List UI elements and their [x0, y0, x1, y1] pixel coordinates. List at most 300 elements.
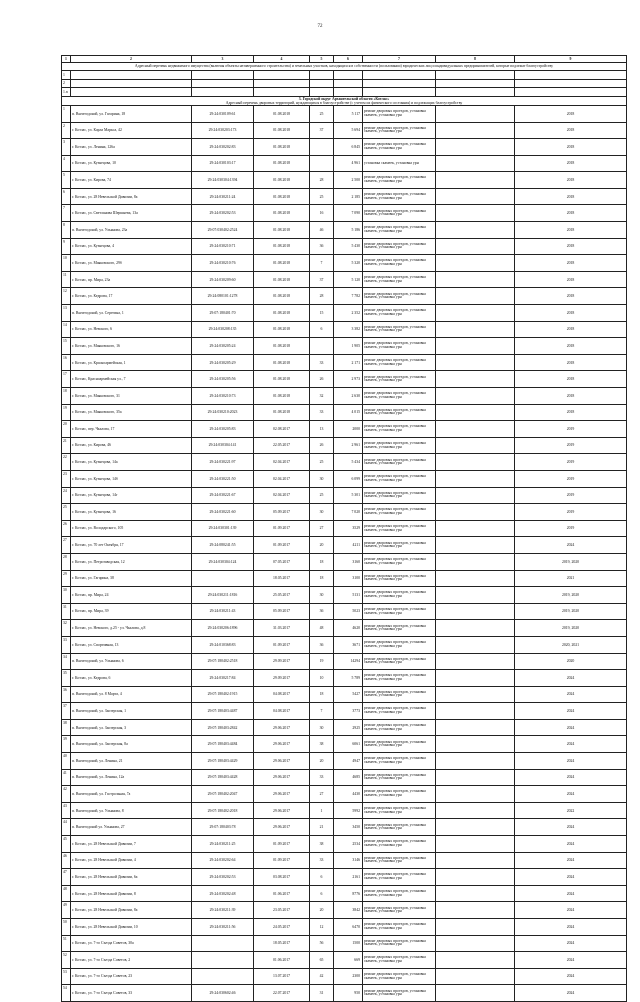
date-cell: 01.09.2017	[254, 852, 310, 869]
works-cell: ремонт дворовых проездов, установка скамеек, установка урн	[363, 105, 436, 122]
year-cell: 2018	[515, 188, 627, 205]
table-row	[62, 952, 627, 969]
count-cell: 19	[310, 653, 334, 670]
address-cell: г. Котлас, ул. 28 Невельской Дивизии, 8а	[71, 902, 192, 919]
count-cell: 38	[310, 836, 334, 853]
works-cell: ремонт дворовых проездов, установка скамеек, установка урн	[363, 736, 436, 753]
row-number: 41	[62, 769, 71, 786]
count-cell: 25	[310, 188, 334, 205]
year-cell: 2020	[515, 653, 627, 670]
date-cell: 01.08.2018	[254, 305, 310, 322]
works-cell: ремонт дворовых проездов, установка скамеек, установка урн	[363, 719, 436, 736]
table-row	[62, 470, 627, 487]
year-cell: 2018	[515, 305, 627, 322]
date-cell: 29.06.2017	[254, 753, 310, 770]
page-number: 72	[317, 24, 323, 29]
address-cell: г. Котлас, ул. Кузнецова, 16	[71, 504, 192, 521]
row-number: 15	[62, 338, 71, 355]
count-cell: 18	[310, 553, 334, 570]
works-cell: ремонт дворовых проездов, установка скамеек, установка урн	[363, 139, 436, 156]
row-number: 27	[62, 537, 71, 554]
count-cell: 32	[310, 388, 334, 405]
area-cell: 5992	[334, 802, 363, 819]
area-cell: 5 789	[334, 670, 363, 687]
cadastral-number-cell: 29:24:030205:24	[192, 338, 254, 355]
empty-cell	[436, 421, 515, 438]
year-cell: 2024	[515, 985, 627, 1002]
empty-cell	[436, 836, 515, 853]
table-row	[62, 404, 627, 421]
works-cell: ремонт дворовых проездов, установка скамеек, установка урн	[363, 205, 436, 222]
table-row	[62, 255, 627, 272]
column-number: 1	[62, 56, 71, 63]
row-number: 33	[62, 636, 71, 653]
count-cell: 7	[310, 255, 334, 272]
blank-row-number: 1	[62, 71, 71, 80]
date-cell: 01.08.2018	[254, 105, 310, 122]
date-cell: 01.08.2018	[254, 172, 310, 189]
address-cell: г. Котлас, ул. 7-го Съезда Советов, 23	[71, 968, 192, 985]
cadastral-number-cell: 29:07:180402:2018	[192, 802, 254, 819]
area-cell: 2 171	[334, 354, 363, 371]
works-cell: ремонт дворовых проездов, установка скамеек, установка урн	[363, 255, 436, 272]
table-row	[62, 321, 627, 338]
works-cell: ремонт дворовых проездов, установка скамеек, установка урн	[363, 437, 436, 454]
cadastral-number-cell: 29:07:180401:70	[192, 305, 254, 322]
table-row	[62, 238, 627, 255]
year-cell: 2024	[515, 852, 627, 869]
address-cell: п. Вычегодский, ул. Гагарина, 18	[71, 105, 192, 122]
area-cell: 2925	[334, 719, 363, 736]
address-cell: п. Вычегодский, ул. 8 Марта, 4	[71, 686, 192, 703]
address-cell: г. Котлас, ул. Светланова Шершнева, 13а	[71, 205, 192, 222]
date-cell: 29.06.2017	[254, 802, 310, 819]
works-cell: ремонт дворовых проездов, установка скамеек, установка урн	[363, 935, 436, 952]
address-cell: г. Котлас, ул. Кирова, 46	[71, 437, 192, 454]
cadastral-number-cell: 29:07:180403:4428	[192, 769, 254, 786]
table-row	[62, 338, 627, 355]
row-number: 49	[62, 902, 71, 919]
table-row	[62, 786, 627, 803]
count-cell: 46	[310, 222, 334, 239]
date-cell: 01.09.2017	[254, 836, 310, 853]
date-cell: 29.06.2017	[254, 769, 310, 786]
year-cell: 2024	[515, 935, 627, 952]
works-cell: ремонт дворовых проездов, установка скамеек, установка урн	[363, 968, 436, 985]
address-cell: п. Вычегодский, ул. Ульянова, 23а	[71, 222, 192, 239]
cadastral-number-cell: 29:24:030217:84	[192, 670, 254, 687]
works-cell: ремонт дворовых проездов, установка скамеек, установка урн	[363, 836, 436, 853]
row-number: 50	[62, 919, 71, 936]
cadastral-number-cell	[192, 952, 254, 969]
cadastral-number-cell: 29:07:030402:2524	[192, 222, 254, 239]
cadastral-number-cell: 29:24:030221:97	[192, 454, 254, 471]
year-cell: 2024	[515, 819, 627, 836]
empty-cell	[436, 537, 515, 554]
year-cell: 2019	[515, 454, 627, 471]
row-number: 21	[62, 437, 71, 454]
table-row	[62, 139, 627, 156]
table-row	[62, 222, 627, 239]
count-cell: 31	[310, 985, 334, 1002]
date-cell: 29.09.2017	[254, 670, 310, 687]
count-cell: 1	[310, 802, 334, 819]
area-cell: 6470	[334, 919, 363, 936]
address-cell: г. Котлас, пр. Мира, 23а	[71, 271, 192, 288]
cadastral-number-cell: 29:07:180402:2518	[192, 653, 254, 670]
row-number: 28	[62, 553, 71, 570]
row-number: 10	[62, 255, 71, 272]
cadastral-number-cell: 29:24:030304:124	[192, 553, 254, 570]
works-cell: ремонт дворовых проездов, установка скамеек, установка урн	[363, 305, 436, 322]
empty-cell	[436, 719, 515, 736]
table-row	[62, 753, 627, 770]
count-cell: 48	[310, 620, 334, 637]
area-cell: 2534	[334, 836, 363, 853]
table-row	[62, 769, 627, 786]
address-cell: г. Котлас, ул. 7-го Съезда Советов, 33	[71, 985, 192, 1002]
empty-cell	[436, 952, 515, 969]
year-cell: 2024	[515, 952, 627, 969]
empty-cell	[436, 919, 515, 936]
count-cell: 10	[310, 670, 334, 687]
count-cell: 6	[310, 869, 334, 886]
date-cell: 01.08.2018	[254, 371, 310, 388]
date-cell: 23.05.2017	[254, 902, 310, 919]
cadastral-number-cell: 29:24:030209:60	[192, 271, 254, 288]
top-note-row	[62, 63, 627, 71]
row-number: 51	[62, 935, 71, 952]
column-number: 7	[363, 56, 436, 63]
year-cell: 2018	[515, 205, 627, 222]
table-row	[62, 122, 627, 139]
address-cell: г. Котлас, ул. Кирова, 74	[71, 172, 192, 189]
date-cell: 29.06.2017	[254, 786, 310, 803]
area-cell: 2 185	[334, 188, 363, 205]
table-row	[62, 935, 627, 952]
area-cell: 5 186	[334, 222, 363, 239]
area-cell: 3100	[334, 570, 363, 587]
cadastral-number-cell: 29:07:180402:2047	[192, 786, 254, 803]
address-cell: г. Котлас, пр. Мира, 24	[71, 587, 192, 604]
year-cell: 2018	[515, 388, 627, 405]
empty-cell	[436, 188, 515, 205]
count-cell: 13	[310, 421, 334, 438]
date-cell: 01.08.2018	[254, 288, 310, 305]
works-cell: ремонт дворовых проездов, установка скамеек, установка урн	[363, 388, 436, 405]
area-cell: 3146	[334, 852, 363, 869]
row-number: 1	[62, 105, 71, 122]
address-cell: г. Котлас, ул. Гагарина, 38	[71, 570, 192, 587]
date-cell: 18.05.2017	[254, 570, 310, 587]
row-number: 11	[62, 271, 71, 288]
empty-cell	[436, 288, 515, 305]
cadastral-number-cell: 29:24:030202:53	[192, 205, 254, 222]
date-cell: 01.08.2018	[254, 271, 310, 288]
address-cell: г. Котлас, ул. 28 Невельской Дивизии, 7	[71, 836, 192, 853]
column-number-row	[62, 56, 627, 63]
blank-row-number: 2	[62, 79, 71, 88]
table-row	[62, 155, 627, 172]
works-cell: ремонт дворовых проездов, установка скамеек, установка урн	[363, 122, 436, 139]
area-cell: 3529	[334, 520, 363, 537]
table-row	[62, 288, 627, 305]
empty-cell	[436, 338, 515, 355]
cadastral-number-cell: 29:24:030203:173	[192, 122, 254, 139]
empty-cell	[436, 155, 515, 172]
date-cell: 01.09.2017	[254, 520, 310, 537]
empty-cell	[436, 670, 515, 687]
empty-cell	[436, 139, 515, 156]
cadastral-number-cell: 29:07:180403:2842	[192, 719, 254, 736]
area-cell: 1 905	[334, 338, 363, 355]
table-row	[62, 487, 627, 504]
year-cell: 2018	[515, 139, 627, 156]
area-cell: 3160	[334, 553, 363, 570]
cadastral-number-cell: 29:24:030602:46	[192, 985, 254, 1002]
year-cell: 2018	[515, 222, 627, 239]
address-cell: п. Вычегодский ул. Ульянова, 27	[71, 819, 192, 836]
cadastral-number-cell: 29:24:030205:56	[192, 371, 254, 388]
cadastral-number-cell: 29:24:010368:83	[192, 636, 254, 653]
column-number: 2	[71, 56, 192, 63]
count-cell: 25	[310, 487, 334, 504]
date-cell: 01.09.2017	[254, 537, 310, 554]
row-number: 31	[62, 603, 71, 620]
count-cell: 18	[310, 686, 334, 703]
row-number: 37	[62, 703, 71, 720]
address-cell: г. Котлас, ул. 28 Невельской Дивизии, 8а	[71, 188, 192, 205]
empty-cell	[436, 371, 515, 388]
year-cell: 2019, 2020	[515, 620, 627, 637]
empty-cell	[436, 504, 515, 521]
works-cell: ремонт дворовых проездов, установка скамеек, установка урн	[363, 587, 436, 604]
empty-cell	[436, 553, 515, 570]
works-cell: ремонт дворовых проездов, установка скамеек, установка урн	[363, 869, 436, 886]
year-cell: 2019, 2020	[515, 587, 627, 604]
cadastral-number-cell: 29:24:030210:76	[192, 255, 254, 272]
area-cell: 8776	[334, 885, 363, 902]
blank-row	[62, 71, 627, 80]
address-cell: г. Котлас, ул. Карла Маркса, 42	[71, 122, 192, 139]
row-number: 39	[62, 736, 71, 753]
year-cell: 2021	[515, 570, 627, 587]
row-number: 23	[62, 470, 71, 487]
empty-cell	[436, 122, 515, 139]
row-number: 29	[62, 570, 71, 587]
area-cell: 6 099	[334, 470, 363, 487]
address-cell: г. Котлас, пер. Чкалова, 17	[71, 421, 192, 438]
date-cell: 01.08.2018	[254, 188, 310, 205]
empty-cell	[436, 587, 515, 604]
table-row	[62, 686, 627, 703]
area-cell: 2000	[334, 421, 363, 438]
address-cell: г. Котлас, Красноармейская ул., 7	[71, 371, 192, 388]
address-cell: г. Котлас, ул. Ленина, 126а	[71, 139, 192, 156]
works-cell: ремонт дворовых проездов, установка скамеек, установка урн	[363, 919, 436, 936]
works-cell: ремонт дворовых проездов, установка скамеек, установка урн	[363, 354, 436, 371]
area-cell: 5023	[334, 603, 363, 620]
area-cell: 4947	[334, 753, 363, 770]
count-cell: 33	[310, 769, 334, 786]
area-cell: 2 973	[334, 371, 363, 388]
area-cell: 2161	[334, 869, 363, 886]
area-cell: 5427	[334, 686, 363, 703]
area-cell: 6061	[334, 736, 363, 753]
empty-cell	[436, 255, 515, 272]
cadastral-number-cell: 29:24:030210:73	[192, 388, 254, 405]
table-row	[62, 520, 627, 537]
cadastral-number-cell: 29:24:080101:1278	[192, 288, 254, 305]
count-cell: 15	[310, 305, 334, 322]
empty-cell	[436, 802, 515, 819]
year-cell: 2024	[515, 719, 627, 736]
area-cell: 1500	[334, 935, 363, 952]
date-cell: 01.09.2017	[254, 636, 310, 653]
row-number: 45	[62, 836, 71, 853]
date-cell: 01.08.2018	[254, 155, 310, 172]
works-cell: ремонт дворовых проездов, установка скамеек, установка урн	[363, 603, 436, 620]
count-cell: 25	[310, 105, 334, 122]
works-cell: ремонт дворовых проездов, установка скамеек, установка урн	[363, 470, 436, 487]
year-cell: 2024	[515, 836, 627, 853]
cadastral-number-cell: 29:24:030304:1394	[192, 172, 254, 189]
date-cell: 01.08.2018	[254, 222, 310, 239]
works-cell: ремонт дворовых проездов, установка скамеек, установка урн	[363, 188, 436, 205]
date-cell: 29.06.2017	[254, 736, 310, 753]
area-cell: 4620	[334, 620, 363, 637]
year-cell: 2019	[515, 520, 627, 537]
blank-row	[62, 79, 627, 88]
row-number: 44	[62, 819, 71, 836]
table-row	[62, 819, 627, 836]
works-cell: установка скамеек, установка урн	[363, 155, 436, 172]
works-cell: ремонт дворовых проездов, установка скамеек, установка урн	[363, 371, 436, 388]
address-cell: г. Котлас, ул. Кузнецова, 4	[71, 238, 192, 255]
count-cell: 30	[310, 504, 334, 521]
cadastral-number-cell: 29:24:030211:39	[192, 902, 254, 919]
address-cell: г. Котлас, ул. Маяковского, 31	[71, 388, 192, 405]
date-cell: 01.08.2018	[254, 321, 310, 338]
cadastral-number-cell: 29:24:030210:2023	[192, 404, 254, 421]
count-cell: 65	[310, 952, 334, 969]
empty-cell	[436, 653, 515, 670]
empty-cell	[436, 686, 515, 703]
row-number: 14	[62, 321, 71, 338]
empty-cell	[436, 902, 515, 919]
works-cell: ремонт дворовых проездов, установка скамеек, установка урн	[363, 537, 436, 554]
area-cell: 3 382	[334, 321, 363, 338]
count-cell: 33	[310, 404, 334, 421]
date-cell: 04.08.2017	[254, 686, 310, 703]
table-row	[62, 836, 627, 853]
column-number: 6	[334, 56, 363, 63]
count-cell: 7	[310, 703, 334, 720]
empty-cell	[436, 935, 515, 952]
table-row	[62, 885, 627, 902]
address-cell: г. Котлас, ул. Маяковского, 16	[71, 338, 192, 355]
date-cell: 22.07.2017	[254, 985, 310, 1002]
table-row	[62, 570, 627, 587]
row-number: 9	[62, 238, 71, 255]
row-number: 2	[62, 122, 71, 139]
cadastral-number-cell: 29:24:030202:83	[192, 139, 254, 156]
address-cell: п. Вычегодский, ул. Ленина, 12а	[71, 769, 192, 786]
works-cell: ремонт дворовых проездов, установка скамеек, установка урн	[363, 802, 436, 819]
date-cell: 29.09.2017	[254, 653, 310, 670]
works-cell: ремонт дворовых проездов, установка скамеек, установка урн	[363, 570, 436, 587]
cadastral-number-cell: 29:24:030202:53	[192, 869, 254, 886]
empty-cell	[436, 636, 515, 653]
area-cell: 3671	[334, 636, 363, 653]
table-row	[62, 354, 627, 371]
area-cell: 2 630	[334, 388, 363, 405]
address-cell: г. Котлас, ул. Маяковского, 35а	[71, 404, 192, 421]
area-cell: 4430	[334, 786, 363, 803]
address-cell: г. Котлас, ул. Красноармейская, 1	[71, 354, 192, 371]
empty-cell	[436, 869, 515, 886]
count-cell	[310, 139, 334, 156]
empty-cell	[436, 172, 515, 189]
table-row	[62, 504, 627, 521]
empty-cell	[436, 105, 515, 122]
empty-cell	[436, 222, 515, 239]
cadastral-number-cell: 29:24:030211:56	[192, 919, 254, 936]
year-cell: 2018	[515, 338, 627, 355]
count-cell: 30	[310, 470, 334, 487]
date-cell: 01.06.2017	[254, 885, 310, 902]
works-cell: ремонт дворовых проездов, установка скамеек, установка урн	[363, 553, 436, 570]
area-cell: 4211	[334, 537, 363, 554]
row-number: 16	[62, 354, 71, 371]
works-cell: ремонт дворовых проездов, установка скамеек, установка урн	[363, 952, 436, 969]
address-cell: г. Котлас, ул. Кедрова, 17	[71, 288, 192, 305]
cadastral-number-cell: 29:24:030208:135	[192, 321, 254, 338]
date-cell: 01.08.2018	[254, 388, 310, 405]
table-row	[62, 968, 627, 985]
year-cell: 2024	[515, 703, 627, 720]
row-number: 53	[62, 968, 71, 985]
row-number: 19	[62, 404, 71, 421]
date-cell: 07.05.2017	[254, 553, 310, 570]
works-cell: ремонт дворовых проездов, установка скамеек, установка урн	[363, 404, 436, 421]
table-row	[62, 670, 627, 687]
year-cell: 2019	[515, 470, 627, 487]
empty-cell	[436, 736, 515, 753]
cadastral-number-cell: 29:24:030211:1816	[192, 587, 254, 604]
area-cell: 5 694	[334, 122, 363, 139]
date-cell: 01.06.2017	[254, 952, 310, 969]
date-cell: 18.05.2017	[254, 935, 310, 952]
empty-cell	[436, 968, 515, 985]
table-row	[62, 205, 627, 222]
date-cell: 29.06.2017	[254, 719, 310, 736]
area-cell: 5131	[334, 587, 363, 604]
count-cell: 27	[310, 786, 334, 803]
row-number: 4	[62, 155, 71, 172]
area-cell: 5 117	[334, 105, 363, 122]
date-cell: 01.08.2018	[254, 238, 310, 255]
row-number: 20	[62, 421, 71, 438]
area-cell: 2 352	[334, 305, 363, 322]
area-cell: 6 845	[334, 139, 363, 156]
count-cell: 30	[310, 719, 334, 736]
cadastral-number-cell: 29:07:180403:78	[192, 819, 254, 836]
count-cell: 30	[310, 587, 334, 604]
works-cell: ремонт дворовых проездов, установка скамеек, установка урн	[363, 454, 436, 471]
empty-cell	[436, 470, 515, 487]
address-cell: г. Котлас, ул. Кедрова, 6	[71, 670, 192, 687]
